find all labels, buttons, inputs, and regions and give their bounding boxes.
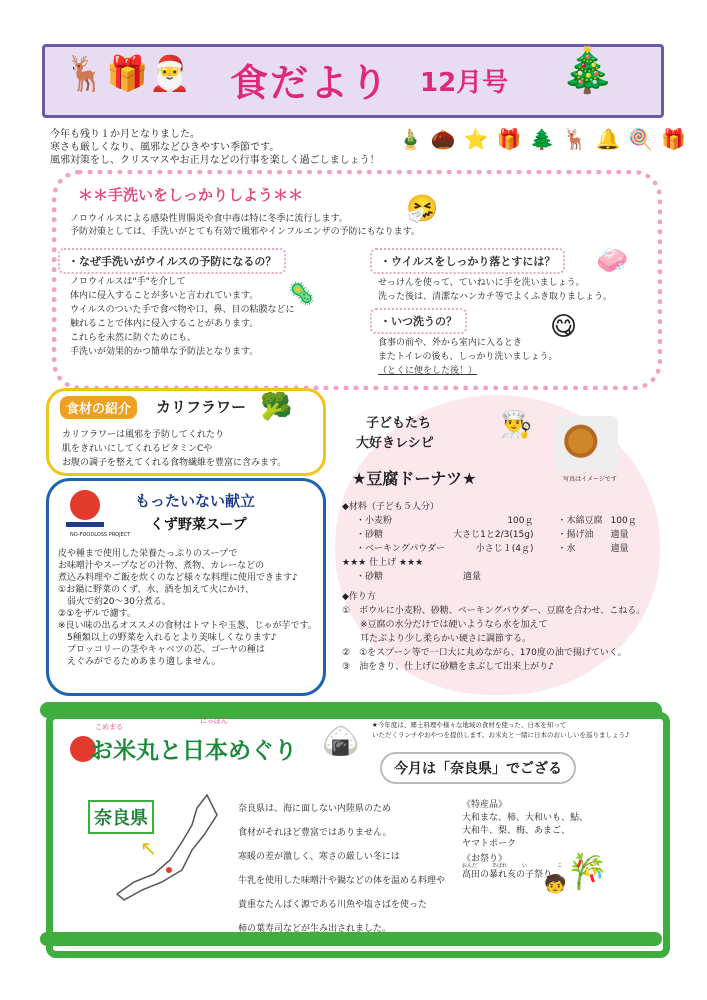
cauliflower-text: カリフラワーは風邪を予防してくれたり 肌をきれいにしてくれるビタミンCや お腹の調子を整えてくれる食物繊維を豊富に含みます。: [62, 430, 287, 468]
japan-tour-title: お米丸と日本めぐり: [90, 738, 297, 764]
eating-child-icon: 😋: [550, 312, 578, 342]
festival-label: 《お祭り》: [462, 854, 508, 864]
komemaru-ruby: こめまる: [95, 723, 123, 731]
gift-icon: 🎁: [496, 127, 522, 151]
logo-bar: [66, 522, 104, 527]
nara-label: 奈良県: [88, 800, 154, 834]
washing-hands-icon: 🧼: [596, 246, 629, 276]
cauliflower-name: カリフラワー: [156, 398, 247, 416]
wash-off-text: せっけんを使って、ていねいに手を洗いましょう。 洗った後は、清潔なハンカチ等でよくふき取りましょう。: [378, 278, 613, 302]
child-icon: 🧒: [544, 874, 567, 895]
when-wash-heading: ・いつ洗うの？: [370, 308, 467, 334]
nara-marker: [166, 867, 172, 873]
mottainai-subtitle: くず野菜スープ: [150, 517, 247, 533]
intro-text: 今年も残り１か月となりました。 寒さも厳しくなり、風邪などひきやすい季節です。 風邪対策をし、クリスマスやお正月などの行事を楽しく過ごしましょう！: [50, 129, 380, 166]
present-icon: 🎁: [661, 127, 687, 151]
why-handwash-text: ノロウイルスは"手"を介して 体内に侵入することが多いと言われています。 ウイルスのついた手で食べ物や口、鼻、目の粘膜などに 触れることで体内に侵入することがあります。 これらを未然に防ぐためにも、 手洗いが効果的かつ簡単な予防法となります。: [70, 277, 295, 357]
reindeer-icon: 🦌: [562, 127, 588, 151]
tree-icon: 🌲: [529, 127, 555, 151]
products-list: 大和まな、柿、大和いも、鮎、 大和牛、梨、梅、あまご、 ヤマトポーク: [462, 813, 589, 849]
festival-ruby: おんだ あばれ い こ: [462, 863, 563, 869]
handwash-intro: ノロウイルスによる感染性胃腸炎や食中毒は特に冬季に流行します。 予防対策としては、手洗いがとても有効で風邪やインフルエンザの予防にもなります。: [70, 214, 420, 237]
arrow-icon: ↖: [140, 836, 157, 860]
ingredient-intro-tag: 食材の紹介: [60, 396, 137, 419]
star-icon: ⭐: [463, 127, 489, 151]
festival-name: 高田の暴れ亥の子祭り: [462, 870, 553, 880]
festival-bamboo-icon: 🎋: [566, 852, 609, 892]
handwash-title: ＊＊手洗いをしっかりしよう＊＊: [78, 186, 304, 204]
scroll-top-roll: [40, 702, 662, 718]
christmas-icons-row: [398, 128, 686, 150]
wash-off-heading: ・ウイルスをしっかり落とすには？: [370, 248, 565, 274]
recipe-title: ★豆腐ドーナツ★: [352, 469, 477, 488]
pinecone-icon: 🌰: [430, 127, 456, 151]
candy-cane-icon: 🍭: [628, 127, 654, 151]
logo-text: NO-FOODLOSS PROJECT: [70, 532, 131, 538]
komemaru-samurai-icon: 🍙: [322, 724, 360, 759]
japan-map: [112, 790, 222, 910]
newsletter-title: 食だより: [230, 61, 391, 105]
photo-caption: 写真はイメージです: [563, 476, 617, 483]
when-wash-text: 食事の前や、外から室内に入るとき またトイレの後も、しっかり洗いましょう。 （とくに便をした後！）: [378, 338, 558, 376]
reindeer-santa-icon: 🦌🎁🎅: [64, 54, 192, 94]
issue-label: 12月号: [420, 68, 509, 98]
nihon-ruby: にっぽん: [200, 717, 228, 725]
chef-icon: 👨‍🍳: [500, 410, 533, 440]
sick-child-icon: 🤧: [406, 194, 439, 224]
recipe-body: ◆材料（子ども５人分） ・小麦粉 100ｇ ・木綿豆腐 100ｇ ・砂糖 大さじ1と2/3(15g) ・揚げ油 適量 ・ベーキングパウダー 小さじ１(4ｇ) ・水 適量 ★★★ 仕上げ ★★★ ・砂糖 適量 ◆作り方 ① ボウルに小麦粉、砂糖、ベーキングパウダー、豆腐を合わせ、こねる。 ※豆腐の水分だけでは硬いようなら水を加えて 耳たぶより少し柔らかい硬さに調節する。 ② ①をスプーン等で一口大に丸めながら、170度の油で揚げていく。 ③ 油をきり、仕上げに砂糖をまぶして出来上がり♪: [342, 502, 646, 672]
japan-tour-note: ★今年度は、郷土料理や様々な地域の食材を使った、日本を知って いただくランチやおやつを提供します。お米丸と一緒に日本のおいしいを巡りましょう♪: [372, 721, 630, 739]
no-foodloss-logo: [70, 490, 100, 520]
recipe-heading-2: 大好きレシピ: [356, 436, 434, 451]
cauliflower-icon: 🥦: [260, 392, 293, 422]
products-label: 《特産品》: [462, 800, 508, 810]
why-handwash-heading: ・なぜ手洗いがウイルスの予防になるの？: [58, 248, 286, 274]
recipe-heading-1: 子どもたち: [366, 416, 432, 431]
donut-photo: [556, 416, 618, 472]
nara-text: 奈良県は、海に面しない内陸県のため 食材がそれほど豊富ではありません。 寒暖の差が激しく、寒さの厳しい冬には 牛乳を使用した味噌汁や鍋などの体を温める料理や 貴重なたんぱく源である川魚や塩さばを使った 柿の葉寿司などが生み出されました。: [238, 804, 446, 934]
christmas-tree-icon: 🎄: [560, 45, 615, 96]
this-month-label: 今月は「奈良県」でござる: [380, 752, 576, 784]
germ-hand-icon: 🦠: [288, 282, 316, 307]
wreath-icon: 🎍: [398, 127, 423, 151]
bell-icon: 🔔: [595, 127, 621, 151]
mottainai-title: もったいない献立: [135, 492, 256, 510]
mottainai-text: 皮や種まで使用した栄養たっぷりのスープで お味噌汁やスープなどの汁物、煮物、カレーなどの 煮込み料理やご飯を炊くのなど様々な料理に使用できます♪ ①お鍋に野菜のくず、水、酒を加えて火にかけ、 弱火で約20～30分煮る。 ②①をザルで濾す。 ※良い味の出るオススメの食材はトマトや玉葱、じゃが芋です。 5種類以上の野菜を入れるとより美味しくなります♪ ブロッコリーの茎やキャベツの芯、ゴーヤの種は えぐみがでるためあまり適しません。: [58, 549, 317, 667]
